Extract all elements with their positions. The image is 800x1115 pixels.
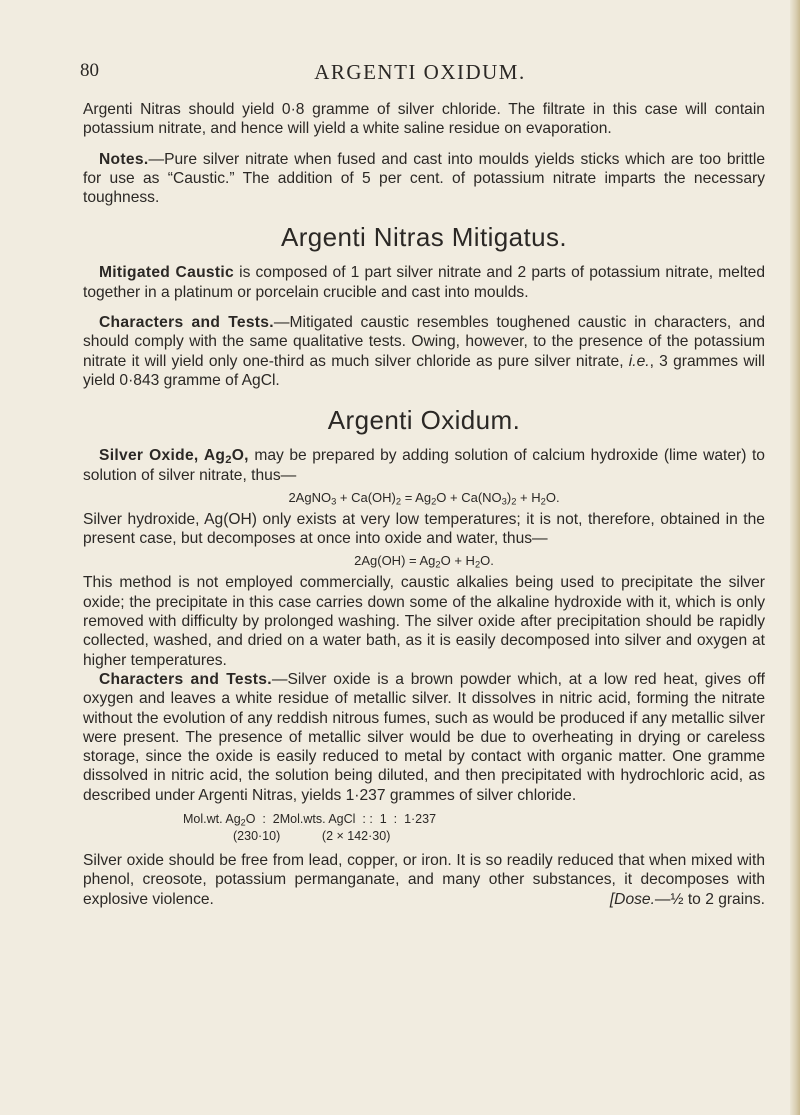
eq1-part-e: ) [506,489,512,505]
dose-label: [Dose. [609,890,655,908]
oxidum-intro-lead-sub: 2 [225,454,232,467]
oxidum-characters-text: —Silver oxide is a brown powder which, at a low red heat, gives off oxygen and leaves a white residue of metallic silver. It dissolves in nitric acid, forming the nitrate without the evolution of any reddish nitrous fumes, such as would be produced if any metallic silver were present. The presence of metallic silver would be due to overheating in drying or careless storage, since the oxide is easily reduced to metal by contact with organic matter. One gramme dissolved in nitric acid, the solution being diluted, and then precipitated with hydrochloric acid, as described under Argenti Nitras, yields 1·237 grammes of silver chloride. [83,670,765,804]
molecular-weight-ratio [83,811,765,845]
section-heading-oxidum: Argenti Oxidum. [327,405,521,436]
oxidum-method-paragraph: This method is not employed commercially, caustic alkalies being used to precipitate the silver oxide; the precipitate in this case carries down some of the alkaline hydroxide with it, which is only removed with difficulty by prolonged washing. The silver oxide after precipitation should be rapidly collected, washed, and dried on a water bath, as it is easily decomposed into silver and oxygen at higher temperatures. [83,574,765,669]
running-title: ARGENTI OXIDUM. [314,60,526,84]
eq1-sub-e: 2 [511,496,517,507]
dose-value: —½ to 2 grains. [654,890,765,908]
mol-row-weights: (230·10) (2 × 142·30) [233,829,391,844]
section-heading-mitigatus: Argenti Nitras Mitigatus. [281,222,567,253]
equation-silver-oxide-preparation [83,488,765,507]
mitigatus-characters-ie: i.e. [628,352,650,370]
eq2-sub-b: 2 [474,559,481,570]
oxidum-intro-lead-text: Silver Oxide, Ag [99,447,226,465]
eq1-part-f: + H [516,489,541,505]
oxidum-final-paragraph [83,851,765,909]
equation-hydroxide-decomposition [83,551,765,570]
eq1-part-g: O. [545,489,560,505]
oxidum-intro-lead [99,447,249,467]
eq2-part-c: O. [480,553,494,569]
mitigatus-characters-paragraph [83,313,765,390]
eq1-sub-c: 2 [431,496,437,507]
mol-row-ratio [83,811,765,828]
eq1-part-c: = Ag [401,489,432,505]
mol-row-ratio-sub: 2 [240,817,246,828]
eq1-part-b: + Ca(OH) [336,489,396,505]
dose-note [610,890,765,909]
oxidum-final-text: Silver oxide should be free from lead, copper, or iron. It is so readily reduced that when mixed with phenol, creosote, potassium permanganate, and many other substances, it decomposes with explosive violence. [83,852,765,908]
eq2-part-a: 2Ag(OH) = Ag [354,553,436,569]
mitigatus-composition-text: is composed of 1 part silver nitrate and 2 parts of potassium nitrate, melted together in a platinum or porcelain crucible and cast into moulds. [83,264,765,301]
page-edge [790,0,800,1115]
mitigatus-composition-lead: Mitigated Caustic [99,264,234,282]
oxidum-hydroxide-paragraph: Silver hydroxide, Ag(OH) only exists at very low temperatures; it is not, therefore, obtained in the present case, but decomposes at once into oxide and water, thus— [83,510,765,548]
notes-text: —Pure silver nitrate when fused and cast into moulds yields sticks which are too brittle for use as “Caustic.” The addition of 5 per cent. of potassium nitrate imparts the necessary toughness. [83,150,765,207]
running-head [80,60,760,88]
notes-lead: Notes. [99,150,149,168]
eq2-sub-a: 2 [435,559,441,570]
oxidum-intro-lead-end: O, [231,447,249,465]
mitigatus-characters-lead: Characters and Tests. [99,314,274,332]
eq1-sub-a: 3 [331,496,337,507]
eq1-sub-f: 2 [540,496,546,507]
oxidum-characters-lead: Characters and Tests. [99,670,272,688]
eq2-part-b: O + H [440,553,475,569]
oxidum-characters-paragraph [83,670,765,805]
nitras-closing-paragraph: Argenti Nitras should yield 0·8 gramme of silver chloride. The filtrate in this case will contain potassium nitrate, and hence will yield a white saline residue on evaporation. [83,101,765,138]
eq1-sub-b: 2 [395,496,402,507]
notes-paragraph [83,150,765,208]
eq1-sub-d: 3 [501,496,507,507]
oxidum-intro-paragraph [83,446,765,485]
eq1-part-a: 2AgNO [288,489,332,505]
oxidum-intro-text: may be prepared by adding solution of calcium hydroxide (lime water) to solution of silver nitrate, thus— [83,447,765,484]
mitigatus-composition-paragraph [83,263,765,302]
mitigatus-characters-text-1: —Mitigated caustic resembles toughened caustic in characters, and should comply with the same qualitative tests. Owing, however, to the presence of the potassium nitrate it will yield only one-third as much silver chloride as pure silver nitrate, [83,314,765,370]
mol-row-ratio-a: Mol.wt. Ag [183,812,241,827]
mitigatus-characters-text-2: , 3 grammes will yield 0·843 gramme of AgCl. [83,352,765,389]
body-text [83,100,765,909]
mol-row-ratio-b: O : 2Mol.wts. AgCl : : 1 : 1·237 [245,812,437,827]
eq1-part-d: O + Ca(NO [436,489,502,505]
page-number: 80 [80,60,99,81]
